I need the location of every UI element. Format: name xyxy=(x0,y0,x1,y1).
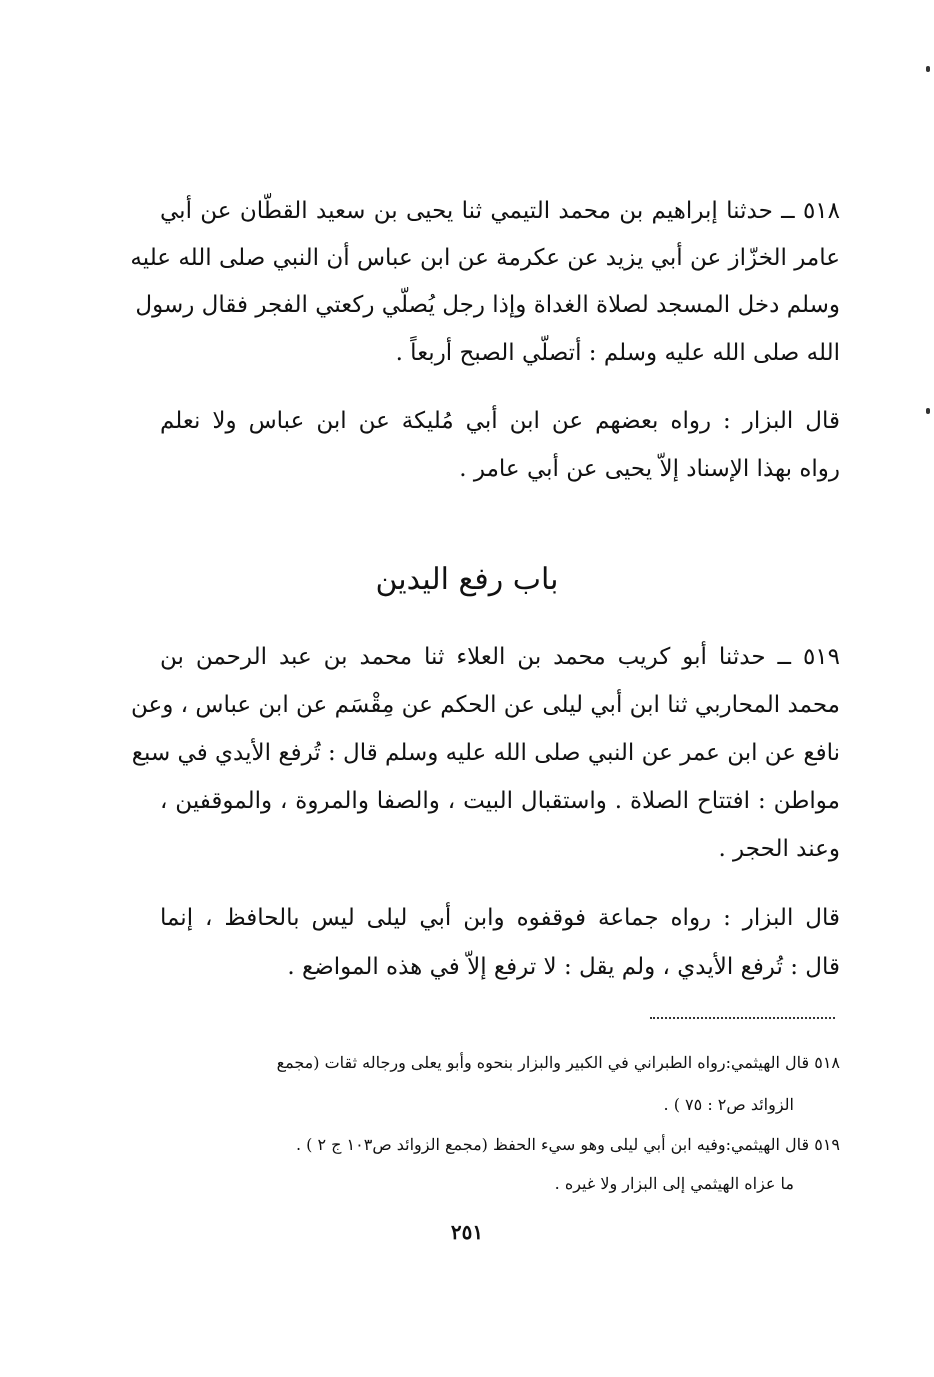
text-line: ٥١٩ ــ حدثنا أبو كريب محمد بن العلاء ثنا محمد بن عبد الرحمن بن xyxy=(160,644,840,670)
text-line: ٥١٨ ــ حدثنا إبراهيم بن محمد التيمي ثنا يحيى بن سعيد القطّان عن أبي xyxy=(160,198,840,224)
text-line: قال : تُرفع الأيدي ، ولم يقل : لا ترفع إلاّ في هذه المواضع . xyxy=(287,954,840,980)
footnote-separator xyxy=(650,1017,835,1019)
scan-speck xyxy=(926,66,930,72)
text-line: محمد المحاربي ثنا ابن أبي ليلى عن الحكم عن مِقْسَم عن ابن عباس ، وعن xyxy=(130,692,840,718)
text-line: عامر الخزّاز عن أبي يزيد عن عكرمة عن ابن عباس أن النبي صلى الله عليه xyxy=(130,245,840,271)
chapter-title: باب رفع اليدين xyxy=(375,562,559,597)
page-number: ٢٥١ xyxy=(450,1220,484,1244)
text-line: قال البزار : رواه بعضهم عن ابن أبي مُليكة عن ابن عباس ولا نعلم xyxy=(160,408,840,434)
footnote-519-cont: ما عزاه الهيثمي إلى البزار ولا غيره . xyxy=(554,1174,794,1193)
text-line: قال البزار : رواه جماعة فوقفوه وابن أبي ليلى ليس بالحافظ ، إنما xyxy=(160,905,840,931)
text-line: وسلم دخل المسجد لصلاة الغداة وإذا رجل يُصلّي ركعتي الفجر فقال رسول xyxy=(135,292,840,318)
text-line: نافع عن ابن عمر عن النبي صلى الله عليه وسلم قال : تُرفع الأيدي في سبع xyxy=(131,740,840,766)
text-line: وعند الحجر . xyxy=(718,836,840,862)
scan-speck xyxy=(926,408,930,414)
footnote-518: ٥١٨ قال الهيثمي:رواه الطبراني في الكبير والبزار بنحوه وأبو يعلى ورجاله ثقات (مجمع xyxy=(276,1053,840,1072)
text-line: رواه بهذا الإسناد إلاّ يحيى عن أبي عامر . xyxy=(459,456,840,482)
text-line: الله صلى الله عليه وسلم : أتصلّي الصبح أربعاً . xyxy=(395,340,840,366)
footnote-518-cont: الزوائد ص٢ : ٧٥ ) . xyxy=(663,1095,794,1114)
footnote-519: ٥١٩ قال الهيثمي:وفيه ابن أبي ليلى وهو سيء الحفظ (مجمع الزوائد ص١٠٣ ج ٢ ) . xyxy=(295,1135,840,1154)
text-line: مواطن : افتتاح الصلاة . واستقبال البيت ، والصفا والمروة ، والموقفين ، xyxy=(160,788,840,814)
